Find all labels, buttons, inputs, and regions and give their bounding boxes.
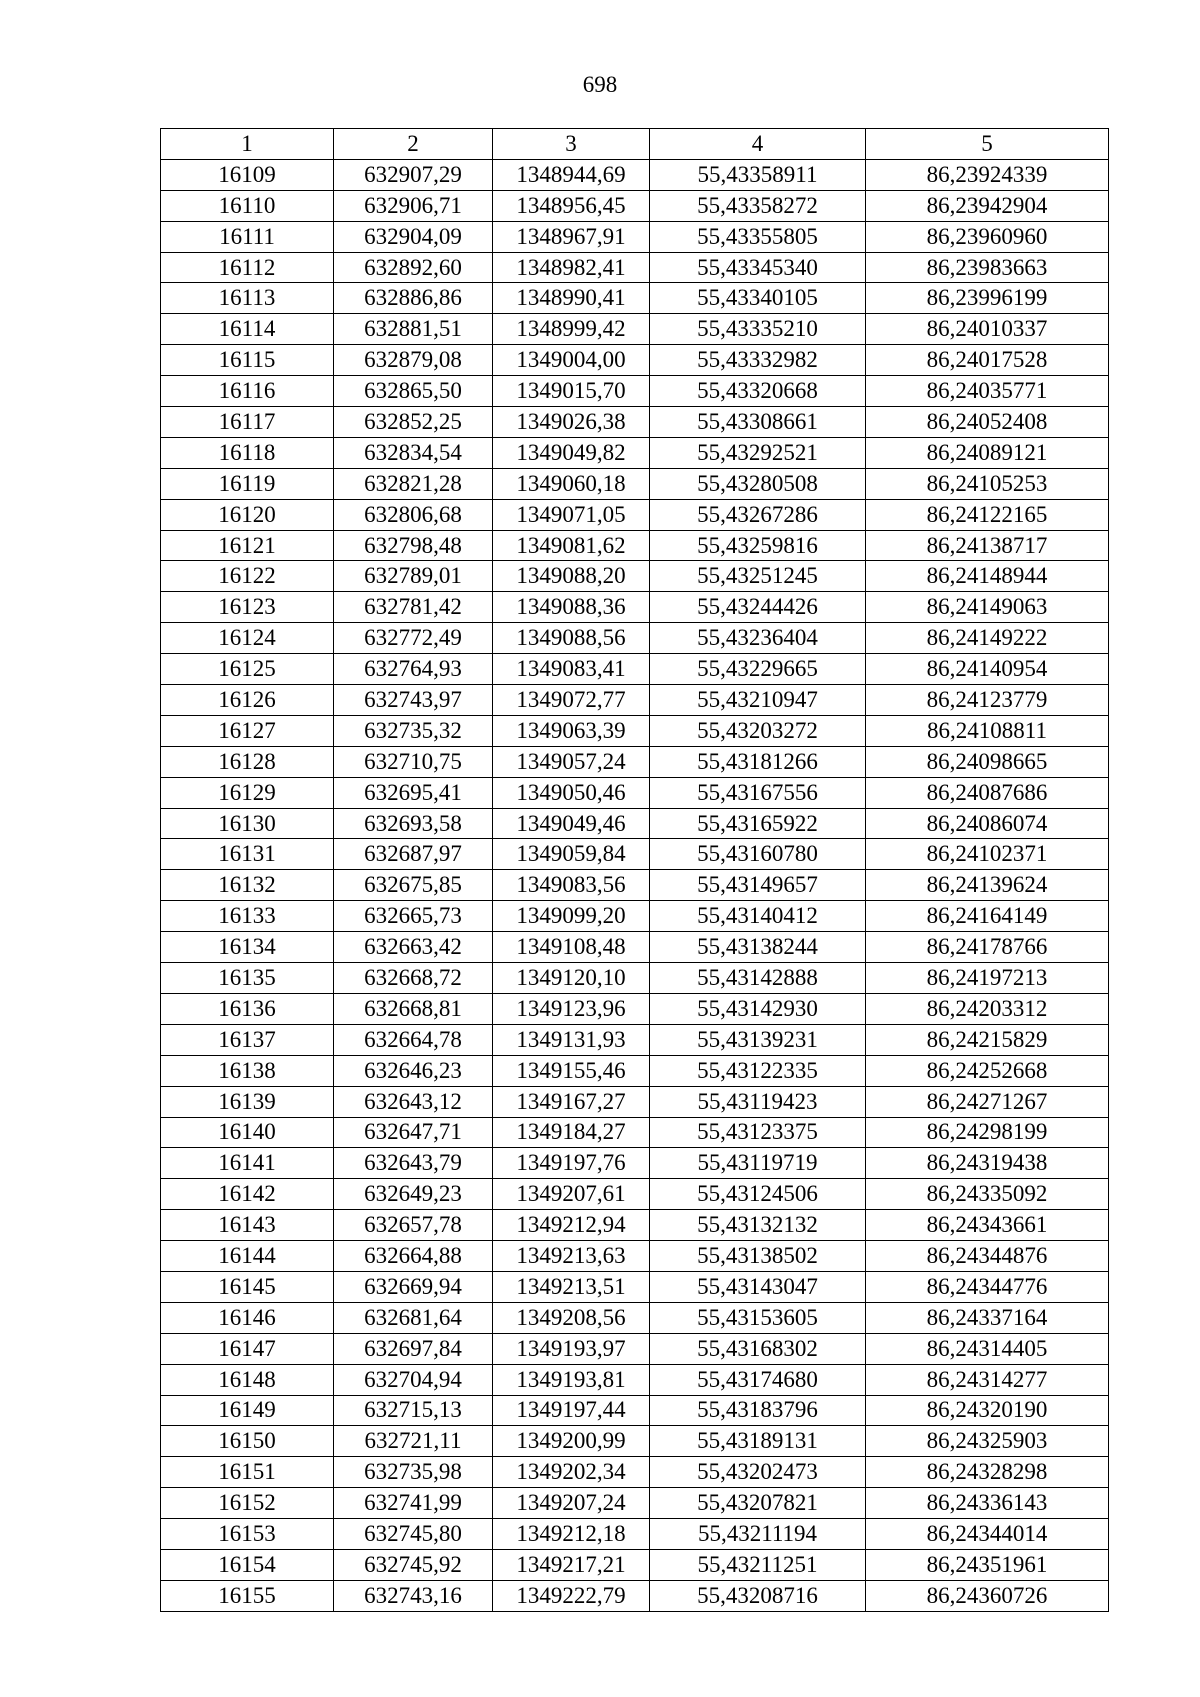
table-row bbox=[161, 654, 1109, 685]
table-row bbox=[161, 1519, 1109, 1550]
y-coordinate-cell: 1349050,46 bbox=[493, 777, 650, 808]
x-coordinate-cell: 632743,16 bbox=[334, 1580, 493, 1611]
longitude-cell: 86,24102371 bbox=[866, 839, 1109, 870]
x-coordinate-cell: 632668,81 bbox=[334, 993, 493, 1024]
latitude-cell: 55,43153605 bbox=[650, 1302, 866, 1333]
table-row bbox=[161, 1055, 1109, 1086]
longitude-cell: 86,24360726 bbox=[866, 1580, 1109, 1611]
table-row bbox=[161, 1457, 1109, 1488]
y-coordinate-cell: 1349026,38 bbox=[493, 407, 650, 438]
x-coordinate-cell: 632681,64 bbox=[334, 1302, 493, 1333]
x-coordinate-cell: 632886,86 bbox=[334, 283, 493, 314]
y-coordinate-cell: 1349057,24 bbox=[493, 746, 650, 777]
table-header bbox=[161, 129, 1109, 160]
longitude-cell: 86,24035771 bbox=[866, 376, 1109, 407]
table-row bbox=[161, 1086, 1109, 1117]
latitude-cell: 55,43203272 bbox=[650, 715, 866, 746]
latitude-cell: 55,43251245 bbox=[650, 561, 866, 592]
y-coordinate-cell: 1349108,48 bbox=[493, 932, 650, 963]
y-coordinate-cell: 1349088,36 bbox=[493, 592, 650, 623]
point-number-cell: 16122 bbox=[161, 561, 334, 592]
longitude-cell: 86,24344776 bbox=[866, 1271, 1109, 1302]
latitude-cell: 55,43355805 bbox=[650, 221, 866, 252]
x-coordinate-cell: 632646,23 bbox=[334, 1055, 493, 1086]
latitude-cell: 55,43119423 bbox=[650, 1086, 866, 1117]
y-coordinate-cell: 1349123,96 bbox=[493, 993, 650, 1024]
longitude-cell: 86,23924339 bbox=[866, 159, 1109, 190]
y-coordinate-cell: 1349208,56 bbox=[493, 1302, 650, 1333]
x-coordinate-cell: 632743,97 bbox=[334, 685, 493, 716]
y-coordinate-cell: 1349202,34 bbox=[493, 1457, 650, 1488]
point-number-cell: 16149 bbox=[161, 1395, 334, 1426]
table-row bbox=[161, 468, 1109, 499]
longitude-cell: 86,24337164 bbox=[866, 1302, 1109, 1333]
column-header-3: 3 bbox=[493, 129, 650, 160]
x-coordinate-cell: 632789,01 bbox=[334, 561, 493, 592]
y-coordinate-cell: 1348990,41 bbox=[493, 283, 650, 314]
y-coordinate-cell: 1349120,10 bbox=[493, 963, 650, 994]
latitude-cell: 55,43138244 bbox=[650, 932, 866, 963]
x-coordinate-cell: 632657,78 bbox=[334, 1210, 493, 1241]
table-row bbox=[161, 407, 1109, 438]
point-number-cell: 16114 bbox=[161, 314, 334, 345]
latitude-cell: 55,43259816 bbox=[650, 530, 866, 561]
latitude-cell: 55,43335210 bbox=[650, 314, 866, 345]
x-coordinate-cell: 632781,42 bbox=[334, 592, 493, 623]
longitude-cell: 86,24105253 bbox=[866, 468, 1109, 499]
y-coordinate-cell: 1349184,27 bbox=[493, 1117, 650, 1148]
table-row bbox=[161, 190, 1109, 221]
x-coordinate-cell: 632643,79 bbox=[334, 1148, 493, 1179]
latitude-cell: 55,43236404 bbox=[650, 623, 866, 654]
table-row bbox=[161, 252, 1109, 283]
longitude-cell: 86,24149063 bbox=[866, 592, 1109, 623]
point-number-cell: 16137 bbox=[161, 1024, 334, 1055]
table-row bbox=[161, 530, 1109, 561]
y-coordinate-cell: 1349088,56 bbox=[493, 623, 650, 654]
latitude-cell: 55,43358272 bbox=[650, 190, 866, 221]
y-coordinate-cell: 1349072,77 bbox=[493, 685, 650, 716]
longitude-cell: 86,24203312 bbox=[866, 993, 1109, 1024]
x-coordinate-cell: 632695,41 bbox=[334, 777, 493, 808]
latitude-cell: 55,43207821 bbox=[650, 1488, 866, 1519]
longitude-cell: 86,24164149 bbox=[866, 901, 1109, 932]
latitude-cell: 55,43211251 bbox=[650, 1549, 866, 1580]
point-number-cell: 16112 bbox=[161, 252, 334, 283]
point-number-cell: 16141 bbox=[161, 1148, 334, 1179]
y-coordinate-cell: 1349088,20 bbox=[493, 561, 650, 592]
point-number-cell: 16109 bbox=[161, 159, 334, 190]
point-number-cell: 16124 bbox=[161, 623, 334, 654]
y-coordinate-cell: 1349059,84 bbox=[493, 839, 650, 870]
table-row bbox=[161, 1241, 1109, 1272]
point-number-cell: 16119 bbox=[161, 468, 334, 499]
latitude-cell: 55,43143047 bbox=[650, 1271, 866, 1302]
latitude-cell: 55,43139231 bbox=[650, 1024, 866, 1055]
table-row bbox=[161, 777, 1109, 808]
latitude-cell: 55,43345340 bbox=[650, 252, 866, 283]
y-coordinate-cell: 1349049,46 bbox=[493, 808, 650, 839]
x-coordinate-cell: 632798,48 bbox=[334, 530, 493, 561]
table-row bbox=[161, 314, 1109, 345]
column-header-5: 5 bbox=[866, 129, 1109, 160]
point-number-cell: 16130 bbox=[161, 808, 334, 839]
table-row bbox=[161, 932, 1109, 963]
latitude-cell: 55,43124506 bbox=[650, 1179, 866, 1210]
longitude-cell: 86,24314405 bbox=[866, 1333, 1109, 1364]
latitude-cell: 55,43138502 bbox=[650, 1241, 866, 1272]
longitude-cell: 86,24123779 bbox=[866, 685, 1109, 716]
latitude-cell: 55,43142930 bbox=[650, 993, 866, 1024]
y-coordinate-cell: 1349083,41 bbox=[493, 654, 650, 685]
latitude-cell: 55,43229665 bbox=[650, 654, 866, 685]
point-number-cell: 16155 bbox=[161, 1580, 334, 1611]
latitude-cell: 55,43119719 bbox=[650, 1148, 866, 1179]
y-coordinate-cell: 1349060,18 bbox=[493, 468, 650, 499]
longitude-cell: 86,24139624 bbox=[866, 870, 1109, 901]
x-coordinate-cell: 632665,73 bbox=[334, 901, 493, 932]
y-coordinate-cell: 1348944,69 bbox=[493, 159, 650, 190]
table-row bbox=[161, 1488, 1109, 1519]
x-coordinate-cell: 632643,12 bbox=[334, 1086, 493, 1117]
point-number-cell: 16148 bbox=[161, 1364, 334, 1395]
latitude-cell: 55,43308661 bbox=[650, 407, 866, 438]
latitude-cell: 55,43174680 bbox=[650, 1364, 866, 1395]
longitude-cell: 86,24149222 bbox=[866, 623, 1109, 654]
table-row bbox=[161, 1580, 1109, 1611]
latitude-cell: 55,43189131 bbox=[650, 1426, 866, 1457]
y-coordinate-cell: 1349004,00 bbox=[493, 345, 650, 376]
x-coordinate-cell: 632834,54 bbox=[334, 437, 493, 468]
longitude-cell: 86,24087686 bbox=[866, 777, 1109, 808]
x-coordinate-cell: 632664,88 bbox=[334, 1241, 493, 1272]
table-row bbox=[161, 376, 1109, 407]
y-coordinate-cell: 1349212,94 bbox=[493, 1210, 650, 1241]
longitude-cell: 86,24336143 bbox=[866, 1488, 1109, 1519]
x-coordinate-cell: 632741,99 bbox=[334, 1488, 493, 1519]
longitude-cell: 86,24344014 bbox=[866, 1519, 1109, 1550]
x-coordinate-cell: 632663,42 bbox=[334, 932, 493, 963]
latitude-cell: 55,43210947 bbox=[650, 685, 866, 716]
point-number-cell: 16138 bbox=[161, 1055, 334, 1086]
table-row bbox=[161, 1271, 1109, 1302]
longitude-cell: 86,24325903 bbox=[866, 1426, 1109, 1457]
longitude-cell: 86,24148944 bbox=[866, 561, 1109, 592]
latitude-cell: 55,43340105 bbox=[650, 283, 866, 314]
point-number-cell: 16143 bbox=[161, 1210, 334, 1241]
point-number-cell: 16146 bbox=[161, 1302, 334, 1333]
longitude-cell: 86,24052408 bbox=[866, 407, 1109, 438]
latitude-cell: 55,43132132 bbox=[650, 1210, 866, 1241]
table-row bbox=[161, 808, 1109, 839]
y-coordinate-cell: 1348967,91 bbox=[493, 221, 650, 252]
longitude-cell: 86,24086074 bbox=[866, 808, 1109, 839]
column-header-2: 2 bbox=[334, 129, 493, 160]
point-number-cell: 16152 bbox=[161, 1488, 334, 1519]
y-coordinate-cell: 1349167,27 bbox=[493, 1086, 650, 1117]
header-row bbox=[161, 129, 1109, 160]
longitude-cell: 86,24335092 bbox=[866, 1179, 1109, 1210]
x-coordinate-cell: 632907,29 bbox=[334, 159, 493, 190]
latitude-cell: 55,43202473 bbox=[650, 1457, 866, 1488]
table-row bbox=[161, 1333, 1109, 1364]
table-row bbox=[161, 1395, 1109, 1426]
table-row bbox=[161, 993, 1109, 1024]
longitude-cell: 86,23996199 bbox=[866, 283, 1109, 314]
table-row bbox=[161, 1148, 1109, 1179]
latitude-cell: 55,43181266 bbox=[650, 746, 866, 777]
y-coordinate-cell: 1349063,39 bbox=[493, 715, 650, 746]
y-coordinate-cell: 1349212,18 bbox=[493, 1519, 650, 1550]
table-row bbox=[161, 221, 1109, 252]
point-number-cell: 16134 bbox=[161, 932, 334, 963]
column-header-1: 1 bbox=[161, 129, 334, 160]
x-coordinate-cell: 632806,68 bbox=[334, 499, 493, 530]
x-coordinate-cell: 632735,32 bbox=[334, 715, 493, 746]
x-coordinate-cell: 632710,75 bbox=[334, 746, 493, 777]
longitude-cell: 86,23942904 bbox=[866, 190, 1109, 221]
latitude-cell: 55,43168302 bbox=[650, 1333, 866, 1364]
latitude-cell: 55,43183796 bbox=[650, 1395, 866, 1426]
x-coordinate-cell: 632693,58 bbox=[334, 808, 493, 839]
point-number-cell: 16121 bbox=[161, 530, 334, 561]
x-coordinate-cell: 632764,93 bbox=[334, 654, 493, 685]
longitude-cell: 86,24320190 bbox=[866, 1395, 1109, 1426]
x-coordinate-cell: 632892,60 bbox=[334, 252, 493, 283]
longitude-cell: 86,24351961 bbox=[866, 1549, 1109, 1580]
point-number-cell: 16145 bbox=[161, 1271, 334, 1302]
x-coordinate-cell: 632852,25 bbox=[334, 407, 493, 438]
y-coordinate-cell: 1349155,46 bbox=[493, 1055, 650, 1086]
latitude-cell: 55,43280508 bbox=[650, 468, 866, 499]
table-row bbox=[161, 283, 1109, 314]
point-number-cell: 16154 bbox=[161, 1549, 334, 1580]
longitude-cell: 86,24314277 bbox=[866, 1364, 1109, 1395]
y-coordinate-cell: 1349071,05 bbox=[493, 499, 650, 530]
latitude-cell: 55,43244426 bbox=[650, 592, 866, 623]
table-row bbox=[161, 870, 1109, 901]
table-row bbox=[161, 963, 1109, 994]
longitude-cell: 86,24010337 bbox=[866, 314, 1109, 345]
table-row bbox=[161, 1549, 1109, 1580]
y-coordinate-cell: 1349207,24 bbox=[493, 1488, 650, 1519]
longitude-cell: 86,24017528 bbox=[866, 345, 1109, 376]
point-number-cell: 16111 bbox=[161, 221, 334, 252]
longitude-cell: 86,23983663 bbox=[866, 252, 1109, 283]
latitude-cell: 55,43267286 bbox=[650, 499, 866, 530]
table-row bbox=[161, 1210, 1109, 1241]
table-row bbox=[161, 715, 1109, 746]
x-coordinate-cell: 632821,28 bbox=[334, 468, 493, 499]
latitude-cell: 55,43142888 bbox=[650, 963, 866, 994]
y-coordinate-cell: 1349197,76 bbox=[493, 1148, 650, 1179]
x-coordinate-cell: 632669,94 bbox=[334, 1271, 493, 1302]
point-number-cell: 16118 bbox=[161, 437, 334, 468]
longitude-cell: 86,24138717 bbox=[866, 530, 1109, 561]
table-row bbox=[161, 1364, 1109, 1395]
point-number-cell: 16123 bbox=[161, 592, 334, 623]
longitude-cell: 86,24140954 bbox=[866, 654, 1109, 685]
x-coordinate-cell: 632745,80 bbox=[334, 1519, 493, 1550]
point-number-cell: 16129 bbox=[161, 777, 334, 808]
point-number-cell: 16117 bbox=[161, 407, 334, 438]
y-coordinate-cell: 1349217,21 bbox=[493, 1549, 650, 1580]
y-coordinate-cell: 1349083,56 bbox=[493, 870, 650, 901]
x-coordinate-cell: 632906,71 bbox=[334, 190, 493, 221]
longitude-cell: 86,24098665 bbox=[866, 746, 1109, 777]
x-coordinate-cell: 632879,08 bbox=[334, 345, 493, 376]
x-coordinate-cell: 632772,49 bbox=[334, 623, 493, 654]
longitude-cell: 86,23960960 bbox=[866, 221, 1109, 252]
latitude-cell: 55,43167556 bbox=[650, 777, 866, 808]
y-coordinate-cell: 1349213,51 bbox=[493, 1271, 650, 1302]
table-row bbox=[161, 1179, 1109, 1210]
y-coordinate-cell: 1349099,20 bbox=[493, 901, 650, 932]
table-row bbox=[161, 561, 1109, 592]
point-number-cell: 16132 bbox=[161, 870, 334, 901]
table-row bbox=[161, 345, 1109, 376]
y-coordinate-cell: 1348956,45 bbox=[493, 190, 650, 221]
table-row bbox=[161, 1426, 1109, 1457]
page-number: 698 bbox=[582, 72, 618, 97]
point-number-cell: 16110 bbox=[161, 190, 334, 221]
column-header-4: 4 bbox=[650, 129, 866, 160]
latitude-cell: 55,43140412 bbox=[650, 901, 866, 932]
x-coordinate-cell: 632704,94 bbox=[334, 1364, 493, 1395]
point-number-cell: 16116 bbox=[161, 376, 334, 407]
y-coordinate-cell: 1349081,62 bbox=[493, 530, 650, 561]
point-number-cell: 16153 bbox=[161, 1519, 334, 1550]
point-number-cell: 16126 bbox=[161, 685, 334, 716]
x-coordinate-cell: 632649,23 bbox=[334, 1179, 493, 1210]
point-number-cell: 16135 bbox=[161, 963, 334, 994]
point-number-cell: 16131 bbox=[161, 839, 334, 870]
y-coordinate-cell: 1349207,61 bbox=[493, 1179, 650, 1210]
point-number-cell: 16128 bbox=[161, 746, 334, 777]
x-coordinate-cell: 632735,98 bbox=[334, 1457, 493, 1488]
coordinates-table bbox=[160, 128, 1109, 1612]
table-row bbox=[161, 1117, 1109, 1148]
point-number-cell: 16151 bbox=[161, 1457, 334, 1488]
x-coordinate-cell: 632647,71 bbox=[334, 1117, 493, 1148]
longitude-cell: 86,24122165 bbox=[866, 499, 1109, 530]
point-number-cell: 16136 bbox=[161, 993, 334, 1024]
longitude-cell: 86,24252668 bbox=[866, 1055, 1109, 1086]
longitude-cell: 86,24298199 bbox=[866, 1117, 1109, 1148]
y-coordinate-cell: 1349049,82 bbox=[493, 437, 650, 468]
longitude-cell: 86,24215829 bbox=[866, 1024, 1109, 1055]
table-row bbox=[161, 592, 1109, 623]
y-coordinate-cell: 1349222,79 bbox=[493, 1580, 650, 1611]
y-coordinate-cell: 1349197,44 bbox=[493, 1395, 650, 1426]
y-coordinate-cell: 1348999,42 bbox=[493, 314, 650, 345]
point-number-cell: 16142 bbox=[161, 1179, 334, 1210]
table-row bbox=[161, 685, 1109, 716]
x-coordinate-cell: 632715,13 bbox=[334, 1395, 493, 1426]
table-row bbox=[161, 839, 1109, 870]
x-coordinate-cell: 632865,50 bbox=[334, 376, 493, 407]
table-row bbox=[161, 159, 1109, 190]
longitude-cell: 86,24319438 bbox=[866, 1148, 1109, 1179]
table-body bbox=[161, 159, 1109, 1611]
point-number-cell: 16144 bbox=[161, 1241, 334, 1272]
x-coordinate-cell: 632664,78 bbox=[334, 1024, 493, 1055]
table-row bbox=[161, 499, 1109, 530]
latitude-cell: 55,43149657 bbox=[650, 870, 866, 901]
longitude-cell: 86,24271267 bbox=[866, 1086, 1109, 1117]
point-number-cell: 16140 bbox=[161, 1117, 334, 1148]
x-coordinate-cell: 632668,72 bbox=[334, 963, 493, 994]
table-row bbox=[161, 437, 1109, 468]
x-coordinate-cell: 632721,11 bbox=[334, 1426, 493, 1457]
latitude-cell: 55,43165922 bbox=[650, 808, 866, 839]
x-coordinate-cell: 632697,84 bbox=[334, 1333, 493, 1364]
latitude-cell: 55,43211194 bbox=[650, 1519, 866, 1550]
point-number-cell: 16127 bbox=[161, 715, 334, 746]
longitude-cell: 86,24197213 bbox=[866, 963, 1109, 994]
point-number-cell: 16139 bbox=[161, 1086, 334, 1117]
table-row bbox=[161, 746, 1109, 777]
point-number-cell: 16147 bbox=[161, 1333, 334, 1364]
longitude-cell: 86,24089121 bbox=[866, 437, 1109, 468]
longitude-cell: 86,24328298 bbox=[866, 1457, 1109, 1488]
longitude-cell: 86,24108811 bbox=[866, 715, 1109, 746]
longitude-cell: 86,24178766 bbox=[866, 932, 1109, 963]
table-row bbox=[161, 901, 1109, 932]
latitude-cell: 55,43332982 bbox=[650, 345, 866, 376]
latitude-cell: 55,43123375 bbox=[650, 1117, 866, 1148]
latitude-cell: 55,43320668 bbox=[650, 376, 866, 407]
y-coordinate-cell: 1348982,41 bbox=[493, 252, 650, 283]
point-number-cell: 16150 bbox=[161, 1426, 334, 1457]
y-coordinate-cell: 1349015,70 bbox=[493, 376, 650, 407]
point-number-cell: 16133 bbox=[161, 901, 334, 932]
y-coordinate-cell: 1349193,97 bbox=[493, 1333, 650, 1364]
point-number-cell: 16113 bbox=[161, 283, 334, 314]
latitude-cell: 55,43208716 bbox=[650, 1580, 866, 1611]
x-coordinate-cell: 632687,97 bbox=[334, 839, 493, 870]
table-row bbox=[161, 623, 1109, 654]
point-number-cell: 16115 bbox=[161, 345, 334, 376]
table-row bbox=[161, 1024, 1109, 1055]
table-row bbox=[161, 1302, 1109, 1333]
point-number-cell: 16125 bbox=[161, 654, 334, 685]
longitude-cell: 86,24344876 bbox=[866, 1241, 1109, 1272]
y-coordinate-cell: 1349131,93 bbox=[493, 1024, 650, 1055]
point-number-cell: 16120 bbox=[161, 499, 334, 530]
y-coordinate-cell: 1349213,63 bbox=[493, 1241, 650, 1272]
latitude-cell: 55,43122335 bbox=[650, 1055, 866, 1086]
x-coordinate-cell: 632675,85 bbox=[334, 870, 493, 901]
x-coordinate-cell: 632745,92 bbox=[334, 1549, 493, 1580]
x-coordinate-cell: 632881,51 bbox=[334, 314, 493, 345]
x-coordinate-cell: 632904,09 bbox=[334, 221, 493, 252]
latitude-cell: 55,43292521 bbox=[650, 437, 866, 468]
y-coordinate-cell: 1349193,81 bbox=[493, 1364, 650, 1395]
latitude-cell: 55,43160780 bbox=[650, 839, 866, 870]
y-coordinate-cell: 1349200,99 bbox=[493, 1426, 650, 1457]
longitude-cell: 86,24343661 bbox=[866, 1210, 1109, 1241]
latitude-cell: 55,43358911 bbox=[650, 159, 866, 190]
